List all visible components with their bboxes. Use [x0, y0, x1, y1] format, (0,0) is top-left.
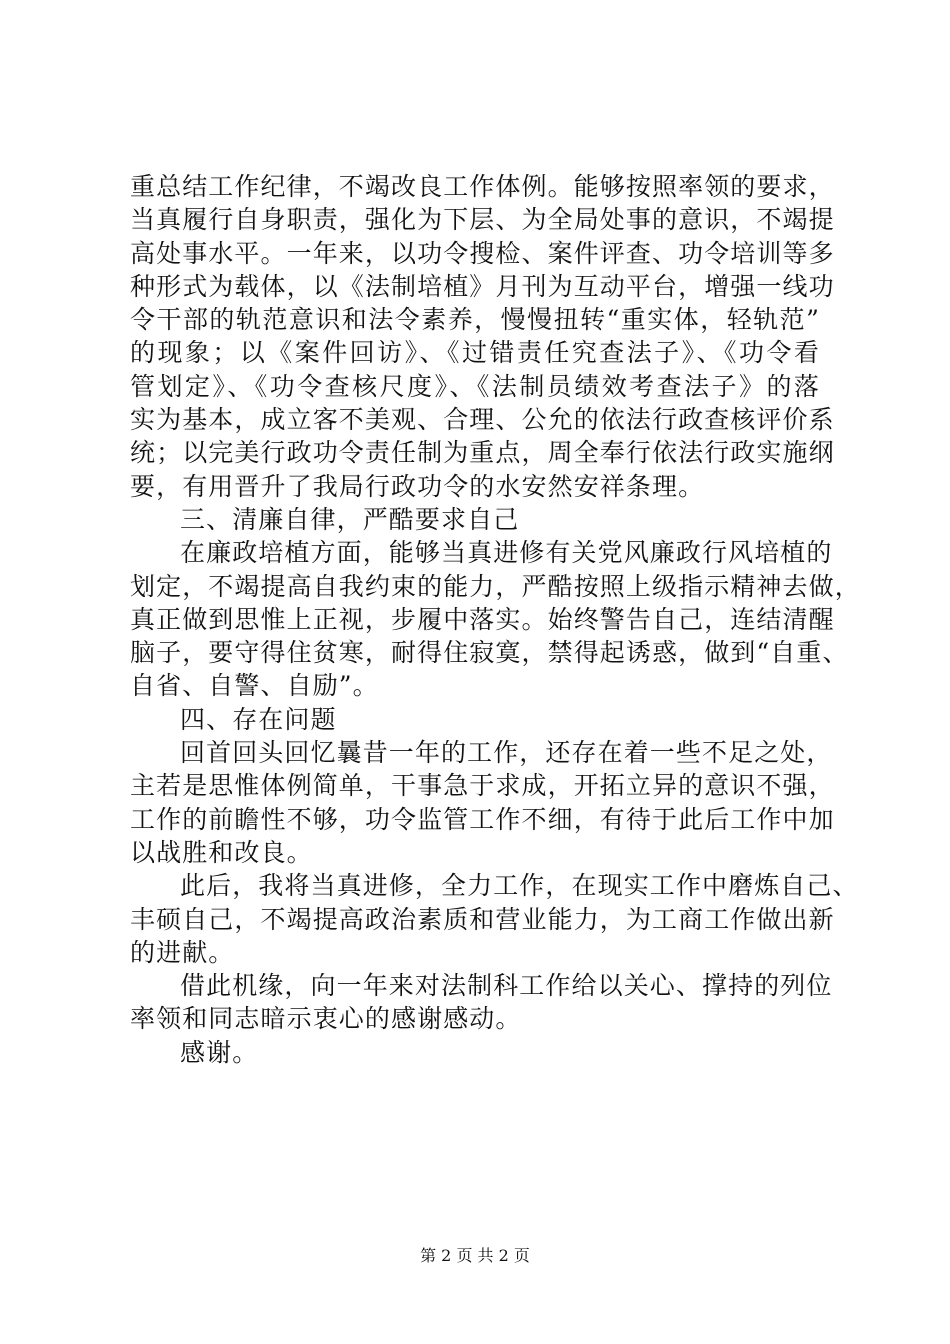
paragraph-1: [130, 170, 835, 503]
text-line: 工作的前瞻性不够，功令监管工作不细，有待于此后工作中加: [130, 804, 835, 834]
text-line: 要，有用晋升了我局行政功令的水安然安祥条理。: [130, 471, 705, 501]
text-line: 回首回头回忆曩昔一年的工作，还存在着一些不足之处，: [180, 738, 833, 768]
text-line: 令干部的轨范意识和法令素养，慢慢扭转“重实体，轻轨范”: [130, 305, 820, 335]
text-line: 统；以完美行政功令责任制为重点，周全奉行依法行政实施纲: [130, 438, 835, 468]
paragraph-closing: [130, 1036, 820, 1069]
document-body: [130, 170, 861, 1069]
text-line: 划定，不竭提高自我约束的能力，严酷按照上级指示精神去做，: [130, 571, 861, 601]
text-line: 重总结工作纪律，不竭改良工作体例。能够按照率领的要求，: [130, 172, 835, 201]
text-line: 自省、自警、自励”。: [130, 671, 379, 701]
paragraph-future: [130, 869, 859, 969]
heading-line: 四、存在问题: [180, 704, 337, 734]
text-line: 在廉政培植方面，能够当真进修有关党风廉政行风培植的: [180, 538, 833, 568]
text-line: 当真履行自身职责，强化为下层、为全局处事的意识，不竭提: [130, 205, 835, 235]
text-line: 的进献。: [130, 937, 235, 967]
text-line: 此后，我将当真进修，全力工作，在现实工作中磨炼自己、: [180, 871, 859, 901]
text-line: 以战胜和改良。: [130, 837, 313, 867]
paragraph-gratitude: [130, 969, 833, 1036]
page-number-footer: 第 2 页 共 2 页: [420, 1246, 530, 1265]
text-line: 真正做到思惟上正视，步履中落实。始终警告自己，连结清醒: [130, 604, 835, 634]
text-line: 感谢。: [180, 1037, 259, 1067]
text-line: 的现象；以《案件回访》、《过错责任究查法子》、《功令看: [130, 338, 820, 368]
text-line: 脑子，要守得住贫寒，耐得住寂寞，禁得起诱惑，做到“自重、: [130, 638, 849, 668]
text-line: 高处事水平。一年来，以功令搜检、案件评查、功令培训等多: [130, 238, 835, 268]
text-line: 种形式为载体，以《法制培植》月刊为互动平台，增强一线功: [130, 271, 835, 301]
text-line: 主若是思惟体例简单，干事急于求成，开拓立异的意识不强，: [130, 771, 835, 801]
text-line: 丰硕自己，不竭提高政治素质和营业能力，为工商工作做出新: [130, 904, 835, 934]
text-line: 借此机缘，向一年来对法制科工作给以关心、撑持的列位: [180, 971, 833, 1001]
text-line: 率领和同志暗示衷心的感谢感动。: [130, 1004, 522, 1034]
section-heading-problems: [130, 703, 820, 736]
paragraph-problems: [130, 736, 835, 869]
text-line: 实为基本，成立客不美观、合理、公允的依法行政查核评价系: [130, 405, 835, 435]
heading-line: 三、清廉自律，严酷要求自己: [180, 504, 520, 534]
paragraph-integrity: [130, 536, 861, 702]
section-heading-integrity: [130, 503, 820, 536]
text-line: 管划定》、《功令查核尺度》、《法制员绩效考查法子》的落: [130, 371, 820, 401]
